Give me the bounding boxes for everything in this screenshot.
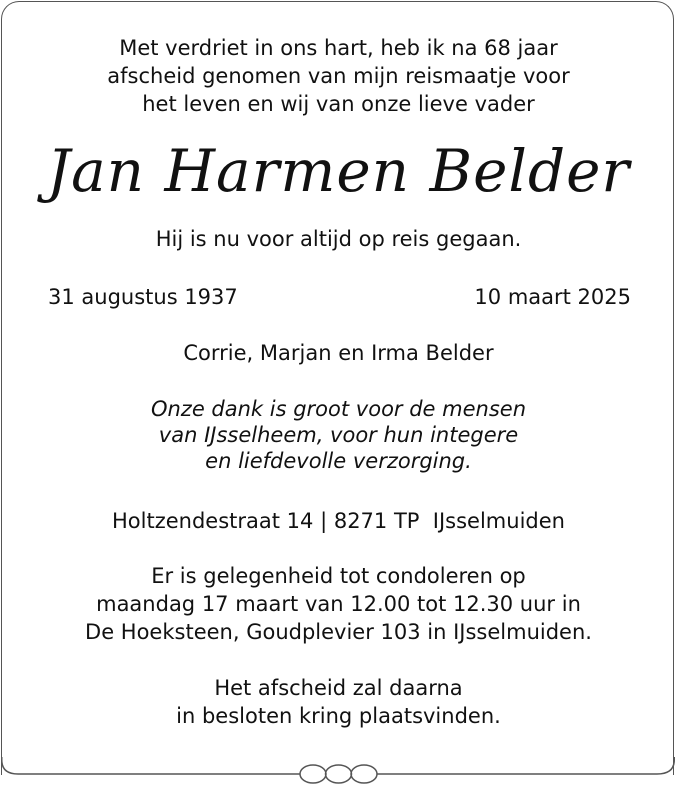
death-date: 10 maart 2025 [474,285,631,309]
deceased-name: Jan Harmen Belder [46,137,631,205]
farewell-line: Het afscheid zal daarna [214,676,463,700]
condolence-text [0,562,677,646]
farewell-line: in besloten kring plaatsvinden. [176,704,501,728]
address: Holtzendestraat 14 | 8271 TP IJsselmuiden [112,509,565,533]
thanks-text [0,396,677,474]
intro-line: afscheid genomen van mijn reismaatje voor [107,64,570,88]
condolence-line: maandag 17 maart van 12.00 tot 12.30 uur in [96,592,581,616]
intro-line: Met verdriet in ons hart, heb ik na 68 jaar [119,36,558,60]
intro-line: het leven en wij van onze lieve vader [142,92,535,116]
subtitle: Hij is nu voor altijd op reis gegaan. [155,227,522,251]
family-names: Corrie, Marjan en Irma Belder [183,341,494,365]
birth-date: 31 augustus 1937 [48,285,238,309]
thanks-line: Onze dank is groot voor de mensen [150,397,527,421]
thanks-line: en liefdevolle verzorging. [205,449,472,473]
thanks-line: van IJsselheem, voor hun integere [158,423,519,447]
triple-loop-ornament-icon [300,765,377,783]
condolence-line: De Hoeksteen, Goudplevier 103 in IJsselmuiden. [85,620,592,644]
condolence-line: Er is gelegenheid tot condoleren op [151,564,526,588]
intro-text [0,34,677,118]
farewell-text [0,674,677,730]
